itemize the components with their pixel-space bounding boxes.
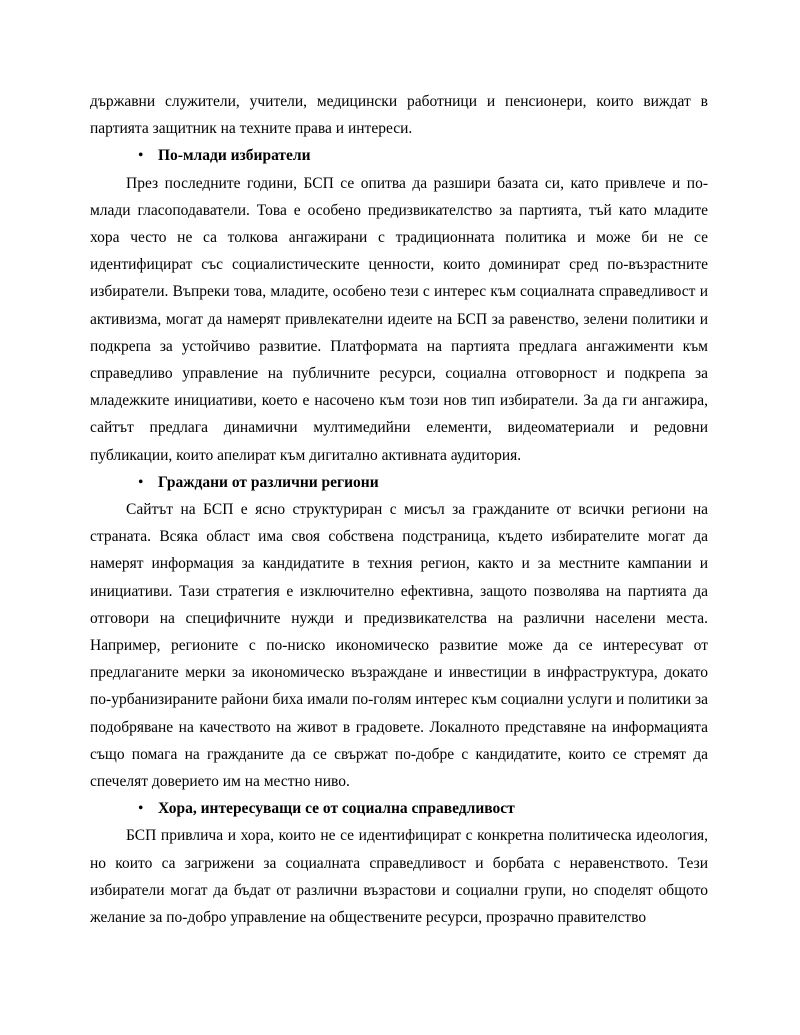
bullet-icon: • bbox=[138, 800, 144, 818]
section-heading-younger-voters bbox=[90, 142, 708, 169]
section-heading-regions bbox=[90, 469, 708, 496]
paragraph-social-justice: БСП привлича и хора, които не се идентифицират с конкретна политическа идеология, но които са загрижени за социалната справедливост и борбата с неравенството. Тези избиратели могат да бъдат от различни възрастови и социални групи, но споделят общото желание за по-добро управление на обществените ресурси, прозрачно правителство bbox=[90, 827, 708, 927]
paragraph-continued: държавни служители, учители, медицински работници и пенсионери, които виждат в партията защитник на техните права и интереси. bbox=[90, 93, 708, 138]
paragraph-regions: Сайтът на БСП е ясно структуриран с мисъл за гражданите от всички региони на страната. Всяка област има своя собствена подстраница, където избирателите могат да намерят информация за кандидатите в техния регион, както и за местните кампании и инициативи. Тази стратегия е изключително ефективна, защото позволява на партията да отговори на специфичните нужди и предизвикателства на различни населени места. Например, регионите с по-ниско икономическо развитие може да се интересуват от предлаганите мерки за икономическо възраждане и инвестиции в инфраструктура, докато по-урбанизираните райони биха имали по-голям интерес към социални услуги и политики за подобряване на качеството на живот в градовете. Локалното представяне на информацията също помага на гражданите да се свържат по-добре с кандидатите, които се стремят да спечелят доверието им на местно ниво. bbox=[90, 501, 708, 791]
paragraph-younger-voters: През последните години, БСП се опитва да разшири базата си, като привлече и по-млади гласоподаватели. Това е особено предизвикателство за партията, тъй като младите хора често не са толкова ангажирани с традиционната политика и може би не се идентифицират със социалистическите ценности, които доминират сред по-възрастните избиратели. Въпреки това, младите, особено тези с интерес към социалната справедливост и активизма, могат да намерят привлекателни идеите на БСП за равенство, зелени политики и подкрепа за устойчиво развитие. Платформата на партията предлага ангажименти към справедливо управление на публичните ресурси, социална отговорност и подкрепа за младежките инициативи, което е насочено към този нов тип избиратели. За да ги ангажира, сайтът предлага динамични мултимедийни елементи, видеоматериали и редовни публикации, които апелират към дигитално активната аудитория. bbox=[90, 174, 708, 464]
heading-text: Хора, интересуващи се от социална справедливост bbox=[158, 800, 515, 818]
bullet-icon: • bbox=[138, 473, 144, 491]
heading-text: По-млади избиратели bbox=[158, 147, 311, 165]
bullet-icon: • bbox=[138, 147, 144, 165]
section-heading-social-justice bbox=[90, 795, 708, 822]
document-page bbox=[90, 88, 708, 931]
heading-text: Граждани от различни региони bbox=[158, 473, 379, 491]
